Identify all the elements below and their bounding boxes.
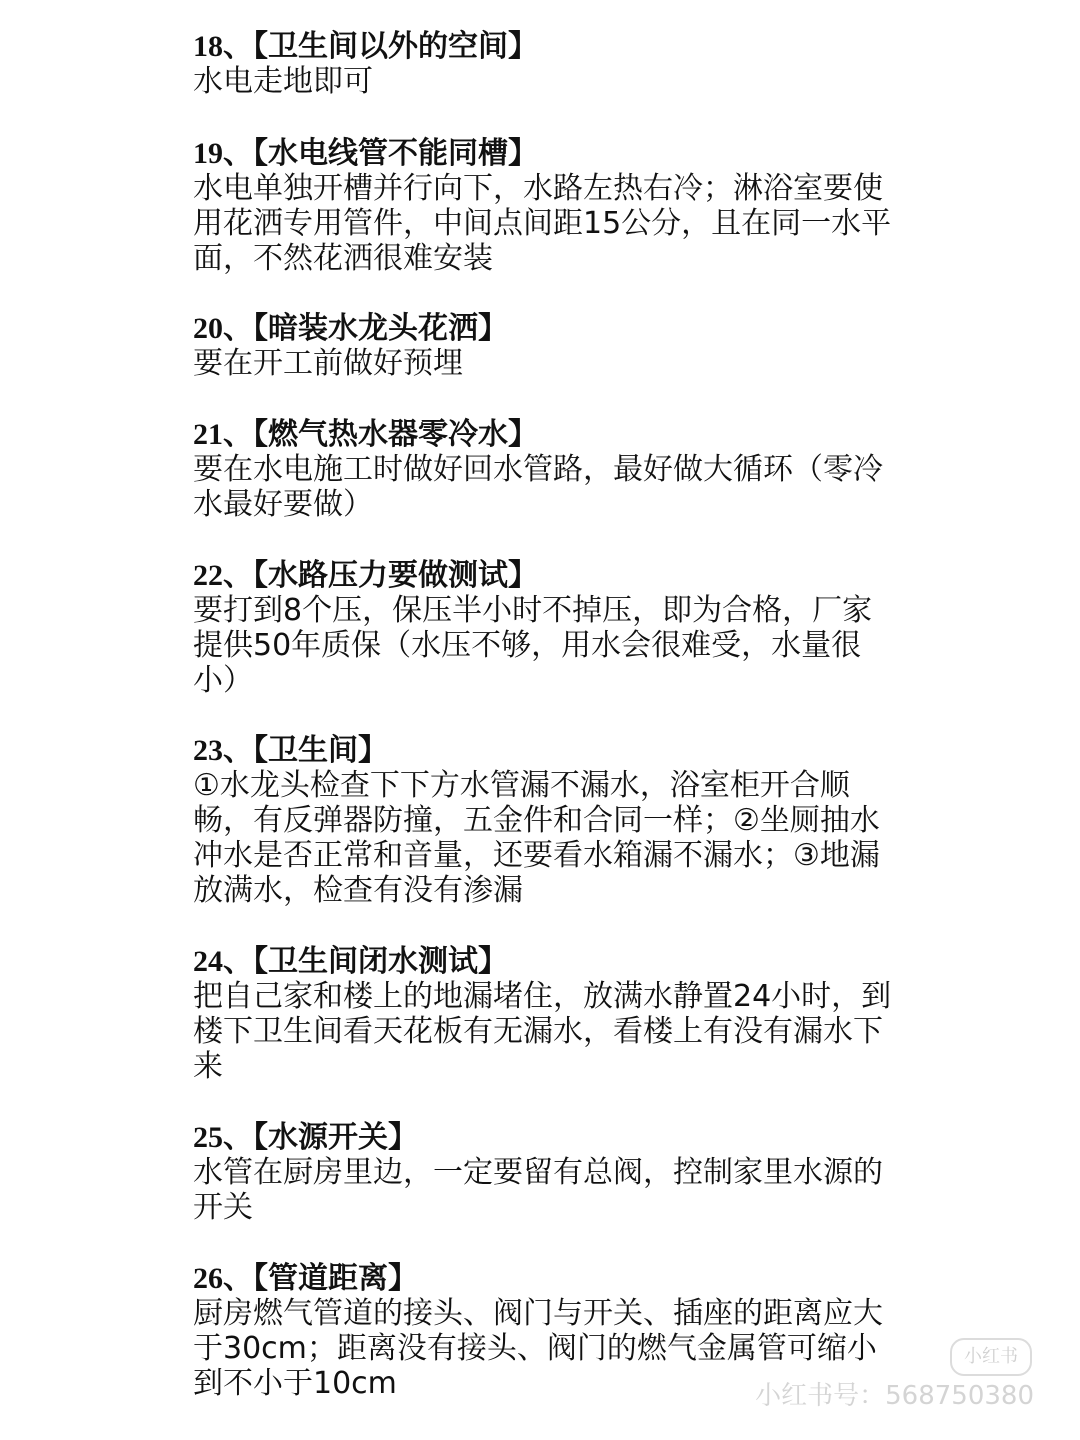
item-heading (193, 137, 893, 171)
item-title: 、【暗装水龙头花洒】 (223, 311, 508, 346)
item-body-line: 要在水电施工时做好回水管路，最好做大循环（零冷 (193, 452, 883, 487)
item-body-line: 要打到8个压，保压半小时不掉压，即为合格，厂家 (193, 593, 873, 628)
item-title: 、【水路压力要做测试】 (223, 558, 538, 593)
watermark-logo-badge: 小红书 (950, 1338, 1032, 1376)
item-number: 24 (193, 945, 223, 978)
item-body-line: 于30cm；距离没有接头、阀门的燃气金属管可缩小 (193, 1331, 877, 1366)
list-item-22 (193, 559, 893, 698)
item-body (193, 593, 893, 698)
list-item-20 (193, 312, 893, 381)
item-number: 22 (193, 559, 223, 592)
watermark-account-id: 小红书号：568750380 (755, 1381, 1034, 1411)
item-heading (193, 30, 893, 64)
item-body-line: 小） (193, 663, 253, 698)
item-body-line: 到不小于10cm (193, 1366, 397, 1401)
item-body (193, 768, 893, 908)
item-body (193, 452, 893, 522)
list-item-25 (193, 1121, 893, 1225)
item-number: 19 (193, 137, 223, 170)
item-body-line: 水电走地即可 (193, 64, 373, 99)
item-body-line: 楼下卫生间看天花板有无漏水，看楼上有没有漏水下 (193, 1014, 883, 1049)
item-number: 23 (193, 734, 223, 767)
item-heading (193, 312, 893, 346)
item-body-line: 面，不然花洒很难安装 (193, 241, 493, 276)
item-body-line: 提供50年质保（水压不够，用水会很难受，水量很 (193, 628, 862, 663)
item-body (193, 346, 893, 381)
item-number: 21 (193, 418, 223, 451)
item-body (193, 979, 893, 1084)
item-body-line: 畅，有反弹器防撞，五金件和合同一样；②坐厕抽水 (193, 803, 880, 838)
list-item-24 (193, 945, 893, 1084)
item-title: 、【燃气热水器零冷水】 (223, 417, 538, 452)
item-number: 18 (193, 30, 223, 63)
item-number: 20 (193, 312, 223, 345)
item-body-line: 厨房燃气管道的接头、阀门与开关、插座的距离应大 (193, 1296, 883, 1331)
item-body-line: 水最好要做） (193, 487, 373, 522)
item-body (193, 64, 893, 99)
item-body-line: 冲水是否正常和音量，还要看水箱漏不漏水；③地漏 (193, 838, 880, 873)
item-title: 、【水电线管不能同槽】 (223, 136, 538, 171)
item-body-line: 水电单独开槽并行向下，水路左热右冷；淋浴室要使 (193, 171, 883, 206)
item-body-line: 来 (193, 1049, 223, 1084)
item-body-line: 把自己家和楼上的地漏堵住，放满水静置24小时，到 (193, 979, 892, 1014)
item-number: 26 (193, 1262, 223, 1295)
item-heading (193, 945, 893, 979)
item-title: 、【卫生间以外的空间】 (223, 29, 538, 64)
item-body-line: 放满水，检查有没有渗漏 (193, 873, 523, 908)
item-body (193, 171, 893, 276)
list-item-23 (193, 734, 893, 908)
item-title: 、【水源开关】 (223, 1120, 418, 1155)
list-item-21 (193, 418, 893, 522)
item-body-line: 要在开工前做好预埋 (193, 346, 463, 381)
item-body-line: 水管在厨房里边，一定要留有总阀，控制家里水源的 (193, 1155, 883, 1190)
item-heading (193, 1121, 893, 1155)
item-body-line: 用花洒专用管件，中间点间距15公分，且在同一水平 (193, 206, 892, 241)
item-heading (193, 1262, 893, 1296)
list-item-18 (193, 30, 893, 99)
item-title: 、【卫生间闭水测试】 (223, 944, 508, 979)
item-heading (193, 559, 893, 593)
item-body-line: 开关 (193, 1190, 253, 1225)
item-title: 、【卫生间】 (223, 733, 388, 768)
item-heading (193, 418, 893, 452)
item-body-line: ①水龙头检查下下方水管漏不漏水，浴室柜开合顺 (193, 768, 850, 803)
item-number: 25 (193, 1121, 223, 1154)
list-item-19 (193, 137, 893, 276)
item-body (193, 1155, 893, 1225)
item-heading (193, 734, 893, 768)
item-title: 、【管道距离】 (223, 1261, 418, 1296)
